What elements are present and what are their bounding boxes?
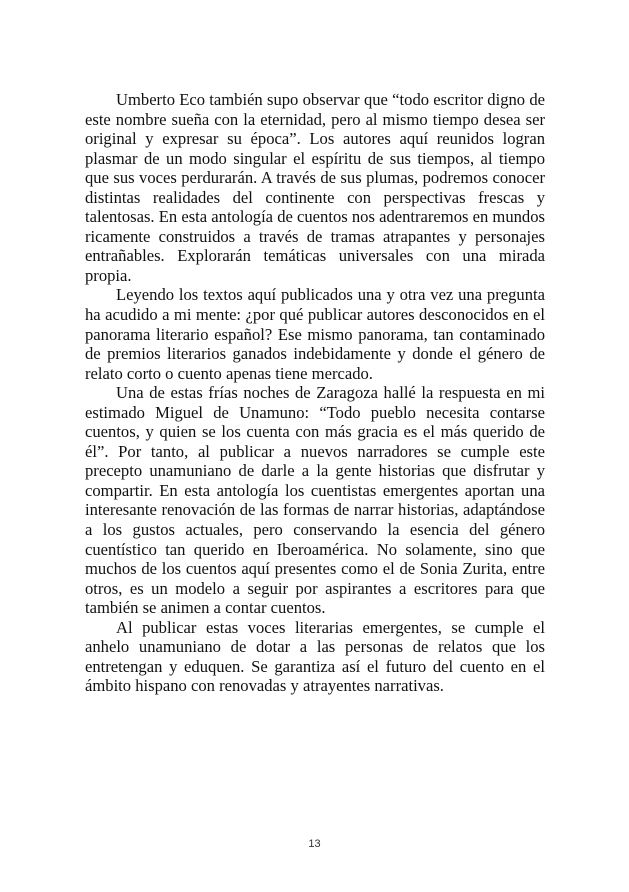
- body-text: [85, 90, 545, 696]
- paragraph-1: Umberto Eco también supo observar que “todo escritor digno de este nombre sueña con la eternidad, pero al mismo tiempo desea ser original y expresar su época”. Los autores aquí reunidos logran plasmar de un modo singular el espíritu de sus tiempos, al tiempo que sus voces perdurarán. A través de sus plumas, podremos conocer distintas realidades del continente con perspectivas frescas y talentosas. En esta antología de cuentos nos adentraremos en mundos ricamente construidos a través de tramas atrapantes y personajes entrañables. Explorarán temáticas universales con una mirada propia.: [85, 90, 545, 285]
- paragraph-3: Una de estas frías noches de Zaragoza hallé la respuesta en mi estimado Miguel de Unamuno: “Todo pueblo necesita contarse cuentos, y quien se los cuenta con más gracia es el más querido de él”. Por tanto, al publicar a nuevos narradores se cumple este precepto unamuniano de darle a la gente historias que disfrutar y compartir. En esta antología los cuentistas emergentes aportan una interesante renovación de las formas de narrar historias, adaptándose a los gustos actuales, pero conservando la esencia del género cuentístico tan querido en Iberoamérica. No solamente, sino que muchos de los cuentos aquí presentes como el de Sonia Zurita, entre otros, es un modelo a seguir por aspirantes a escritores para que también se animen a contar cuentos.: [85, 383, 545, 618]
- page-number: 13: [308, 838, 321, 850]
- paragraph-4: Al publicar estas voces literarias emergentes, se cumple el anhelo unamuniano de dotar a las personas de relatos que los entretengan y eduquen. Se garantiza así el futuro del cuento en el ámbito hispano con renovadas y atrayentes narrativas.: [85, 617, 545, 696]
- paragraph-2: Leyendo los textos aquí publicados una y otra vez una pregunta ha acudido a mi mente: ¿por qué publicar autores desconocidos en el panorama literario español? Ese mismo panorama, tan contaminado de premios literarios ganados indebidamente y donde el género de relato corto o cuento apenas tiene mercado.: [85, 285, 545, 383]
